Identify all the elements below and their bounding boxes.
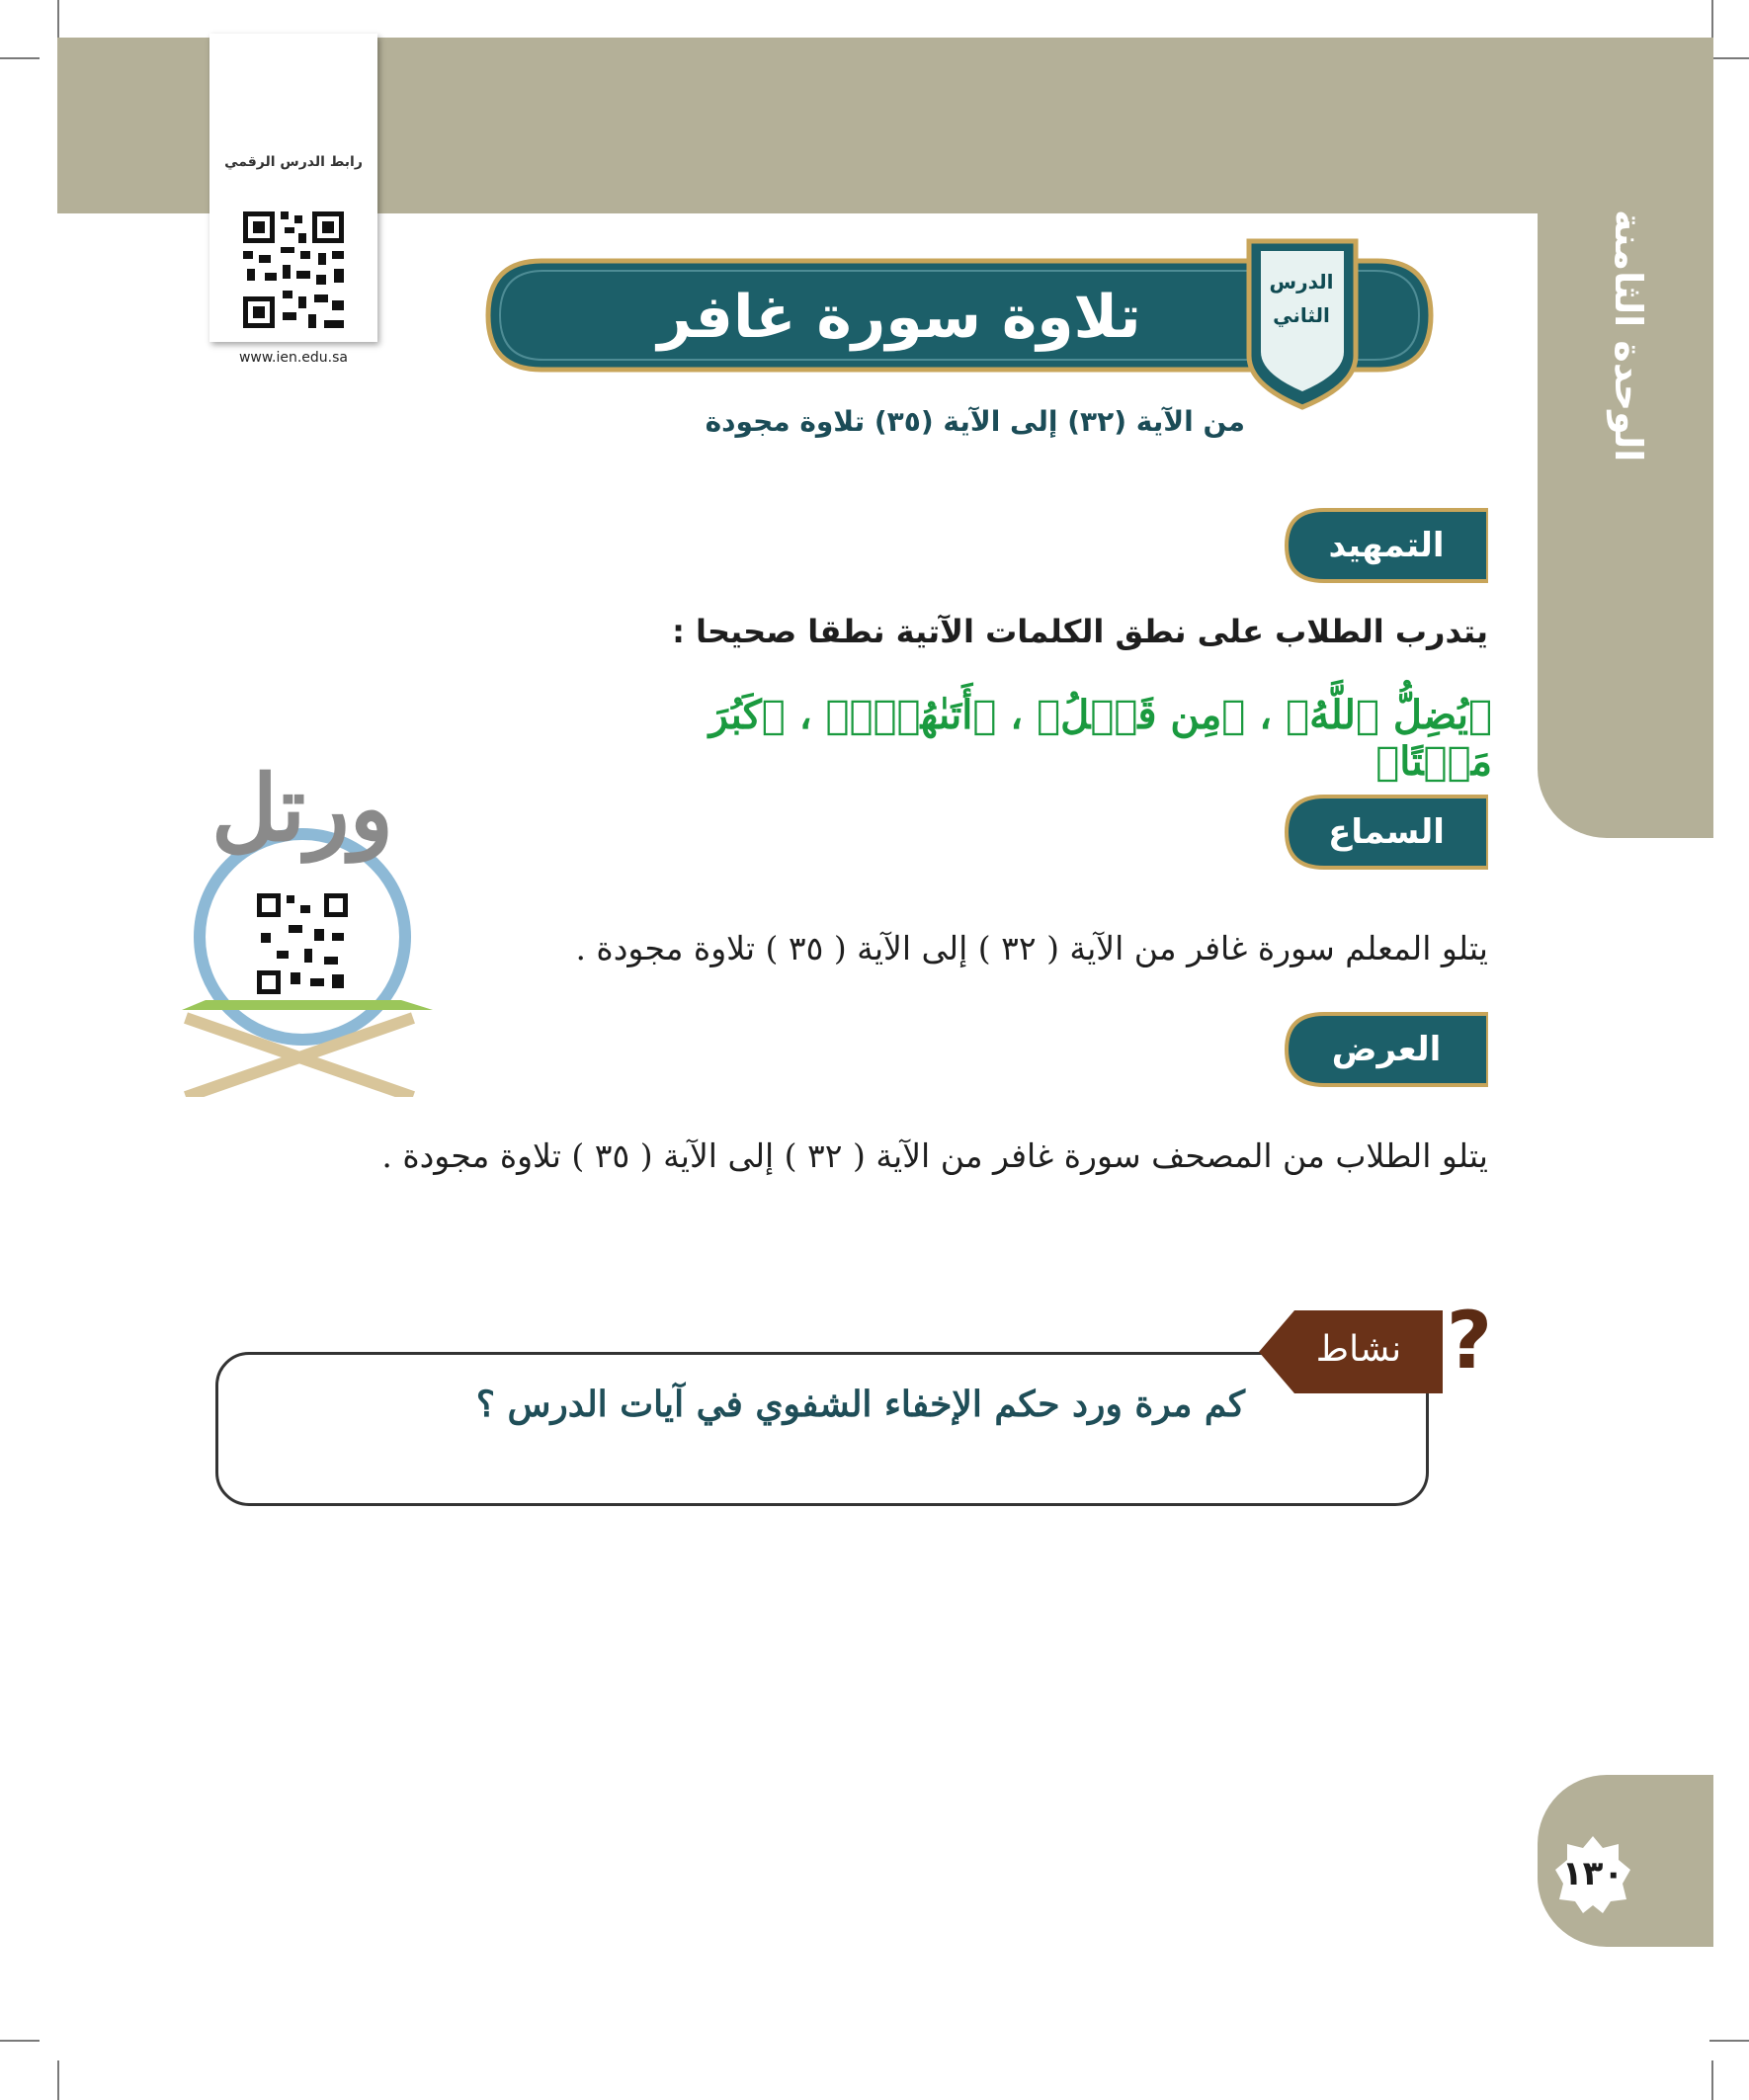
display-heading: العرض: [1331, 1030, 1442, 1069]
activity-question: كم مرة ورد حكم الإخفاء الشفوي في آيات الدرس ؟: [475, 1384, 1245, 1425]
activity-label: نشاط: [1315, 1329, 1402, 1370]
activity-box: [215, 1352, 1429, 1506]
badge-line-1: الدرس: [1269, 270, 1334, 294]
crop-mark: [57, 0, 59, 40]
quran-words: ﴿يُضِلُّ ٱللَّهُ﴾ ، ﴿مِن قَبۡلُ﴾ ، ﴿أَتَىٰهُمۡۖ﴾ ، ﴿كَبُرَ مَقۡتًا﴾: [708, 692, 1492, 785]
qr-card[interactable]: [209, 34, 377, 366]
lesson-badge-text: [1247, 265, 1356, 332]
display-text: يتلو الطلاب من المصحف سورة غافر من الآية ( ٣٢ ) إلى الآية ( ٣٥ ) تلاوة مجودة .: [381, 1136, 1488, 1175]
qr-code-icon[interactable]: [239, 182, 348, 340]
qr-label: رابط الدرس الرقمي: [224, 154, 363, 170]
question-mark-icon: ?: [1446, 1295, 1493, 1386]
listen-heading: السماع: [1328, 812, 1445, 852]
lesson-subtitle: من الآية (٣٢) إلى الآية (٣٥) تلاوة مجودة: [705, 405, 1245, 438]
crop-mark: [0, 2040, 40, 2042]
crop-mark: [1709, 2040, 1749, 2042]
qr-url[interactable]: www.ien.edu.sa: [238, 350, 349, 366]
crop-mark: [1709, 57, 1749, 59]
listen-text: يتلو المعلم سورة غافر من الآية ( ٣٢ ) إلى الآية ( ٣٥ ) تلاوة مجودة .: [575, 929, 1488, 967]
intro-text: يتدرب الطلاب على نطق الكلمات الآتية نطقا صحيحا :: [672, 613, 1488, 650]
wa-rattil-logo[interactable]: [166, 721, 433, 1097]
crop-mark: [1711, 0, 1713, 40]
logo-text: ورتل: [210, 755, 394, 862]
page-number: ١٣٠: [1561, 1854, 1624, 1893]
badge-line-2: الثاني: [1273, 303, 1330, 327]
crop-mark: [1711, 2060, 1713, 2100]
intro-heading: التمهيد: [1328, 526, 1445, 565]
unit-label: الوحدة الثامنة: [1607, 210, 1650, 462]
lesson-title: تلاوة سورة غافر: [657, 283, 1141, 352]
crop-mark: [0, 57, 40, 59]
crop-mark: [57, 2060, 59, 2100]
